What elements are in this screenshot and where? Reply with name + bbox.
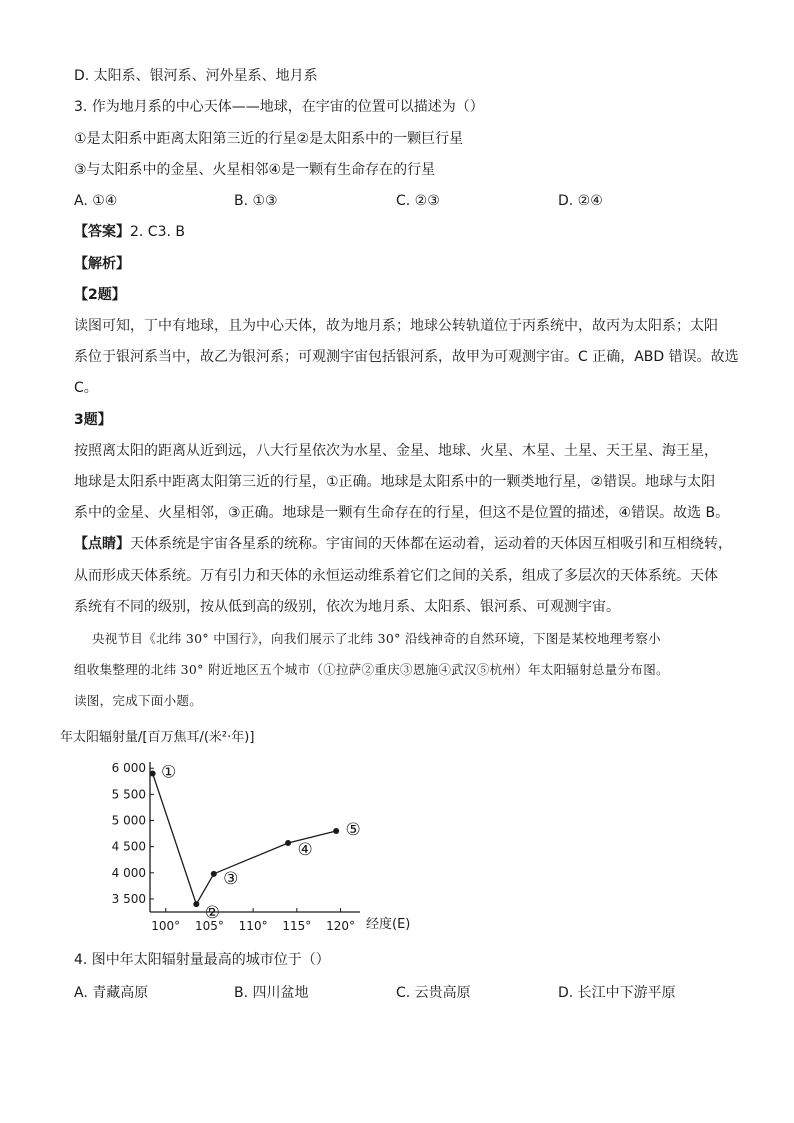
point-label: ⑤ <box>345 819 361 840</box>
tip-label: 【点睛】 <box>74 536 130 552</box>
y-tick-label: 3 500 <box>111 891 146 906</box>
q3-option-b: B. ①③ <box>234 193 278 209</box>
q3-statement-line2: ③与太阳系中的金星、火星相邻④是一颗有生命存在的行星 <box>74 162 436 178</box>
q2-option-d: D. 太阳系、银河系、河外星系、地月系 <box>74 68 318 84</box>
q2-analysis-line: 读图可知，丁中有地球，且为中心天体，故为地月系；地球公转轨道位于丙系统中，故丙为太阳系；太阳 <box>74 318 718 334</box>
q3-option-c: C. ②③ <box>396 193 440 209</box>
x-tick-label: 120° <box>326 919 355 933</box>
q2-label: 【2题】 <box>74 287 126 303</box>
x-tick-label: 100° <box>151 919 181 933</box>
q3-label: 3题】 <box>74 412 112 428</box>
y-tick-label: 4 500 <box>111 839 146 854</box>
x-tick-label: 105° <box>194 919 224 933</box>
q2-analysis-line: 系位于银河系当中，故乙为银河系；可观测宇宙包括银河系，故甲为可观测宇宙。C 正确，ABD 错误。故选 <box>74 349 739 365</box>
answer-text: 2. C3. B <box>130 224 185 240</box>
x-axis-title: 经度(E) <box>366 917 411 932</box>
data-point <box>285 840 291 846</box>
intro-line: 组收集整理的北纬 30° 附近地区五个城市（①拉萨②重庆③恩施④武汉⑤杭州）年太阳辐射总量分布图。 <box>74 662 669 677</box>
point-label: ③ <box>223 868 239 889</box>
q4-stem: 4. 图中年太阳辐射量最高的城市位于（） <box>74 952 330 968</box>
q3-option-d: D. ②④ <box>558 193 603 209</box>
q3-statement-line1: ①是太阳系中距离太阳第三近的行星②是太阳系中的一颗巨行星 <box>74 131 464 147</box>
q4-option-b: B. 四川盆地 <box>234 985 309 1001</box>
q4-option-d: D. 长江中下游平原 <box>558 985 676 1001</box>
y-tick-label: 4 000 <box>111 865 146 880</box>
intro-line: 读图，完成下面小题。 <box>74 693 203 708</box>
data-point <box>333 828 339 834</box>
tip-line: 从而形成天体系统。万有引力和天体的永恒运动维系着它们之间的关系，组成了多层次的天体系统。天体 <box>74 568 718 584</box>
point-label: ④ <box>297 839 313 860</box>
q4-option-c: C. 云贵高原 <box>396 985 471 1001</box>
point-label: ① <box>160 762 177 783</box>
q3-analysis-line: 地球是太阳系中距离太阳第三近的行星，①正确。地球是太阳系中的一颗类地行星，②错误。地球与太阳 <box>74 474 716 490</box>
y-axis-title: 年太阳辐射量/[百万焦耳/(米²·年)] <box>60 730 255 745</box>
q4-option-a: A. 青藏高原 <box>74 985 149 1001</box>
q3-stem: 3. 作为地月系的中心天体——地球，在宇宙的位置可以描述为（） <box>74 99 484 115</box>
tip-line: 系统有不同的级别，按从低到高的级别，依次为地月系、太阳系、银河系、可观测宇宙。 <box>74 599 620 615</box>
data-point <box>193 901 199 907</box>
analysis-label: 【解析】 <box>74 256 130 272</box>
data-point <box>150 770 156 776</box>
data-point <box>211 871 217 877</box>
x-tick-label: 115° <box>282 919 312 933</box>
point-label: ② <box>204 903 220 924</box>
series-line <box>153 773 337 904</box>
y-tick-label: 5 500 <box>111 787 146 802</box>
intro-line: 央视节目《北纬 30° 中国行》，向我们展示了北纬 30° 沿线神奇的自然环境，下图是某校地理考察小 <box>92 631 661 646</box>
q3-analysis-line: 按照离太阳的距离从近到远，八大行星依次为水星、金星、地球、火星、木星、土星、天王星、海王星， <box>74 443 718 459</box>
q2-analysis-line: C。 <box>74 380 98 396</box>
y-tick-label: 5 000 <box>111 813 146 828</box>
tip-text: 天体系统是宇宙各星系的统称。宇宙间的天体都在运动着，运动着的天体因互相吸引和互相绕转， <box>130 536 732 552</box>
answer-label: 【答案】 <box>74 224 130 240</box>
q3-analysis-line: 系中的金星、火星相邻，③正确。地球是一颗有生命存在的行星，但这不是位置的描述，④错误。故选 B。 <box>74 505 730 521</box>
y-tick-label: 6 000 <box>111 761 146 776</box>
q3-option-a: A. ①④ <box>74 193 118 209</box>
x-tick-label: 110° <box>238 919 268 933</box>
